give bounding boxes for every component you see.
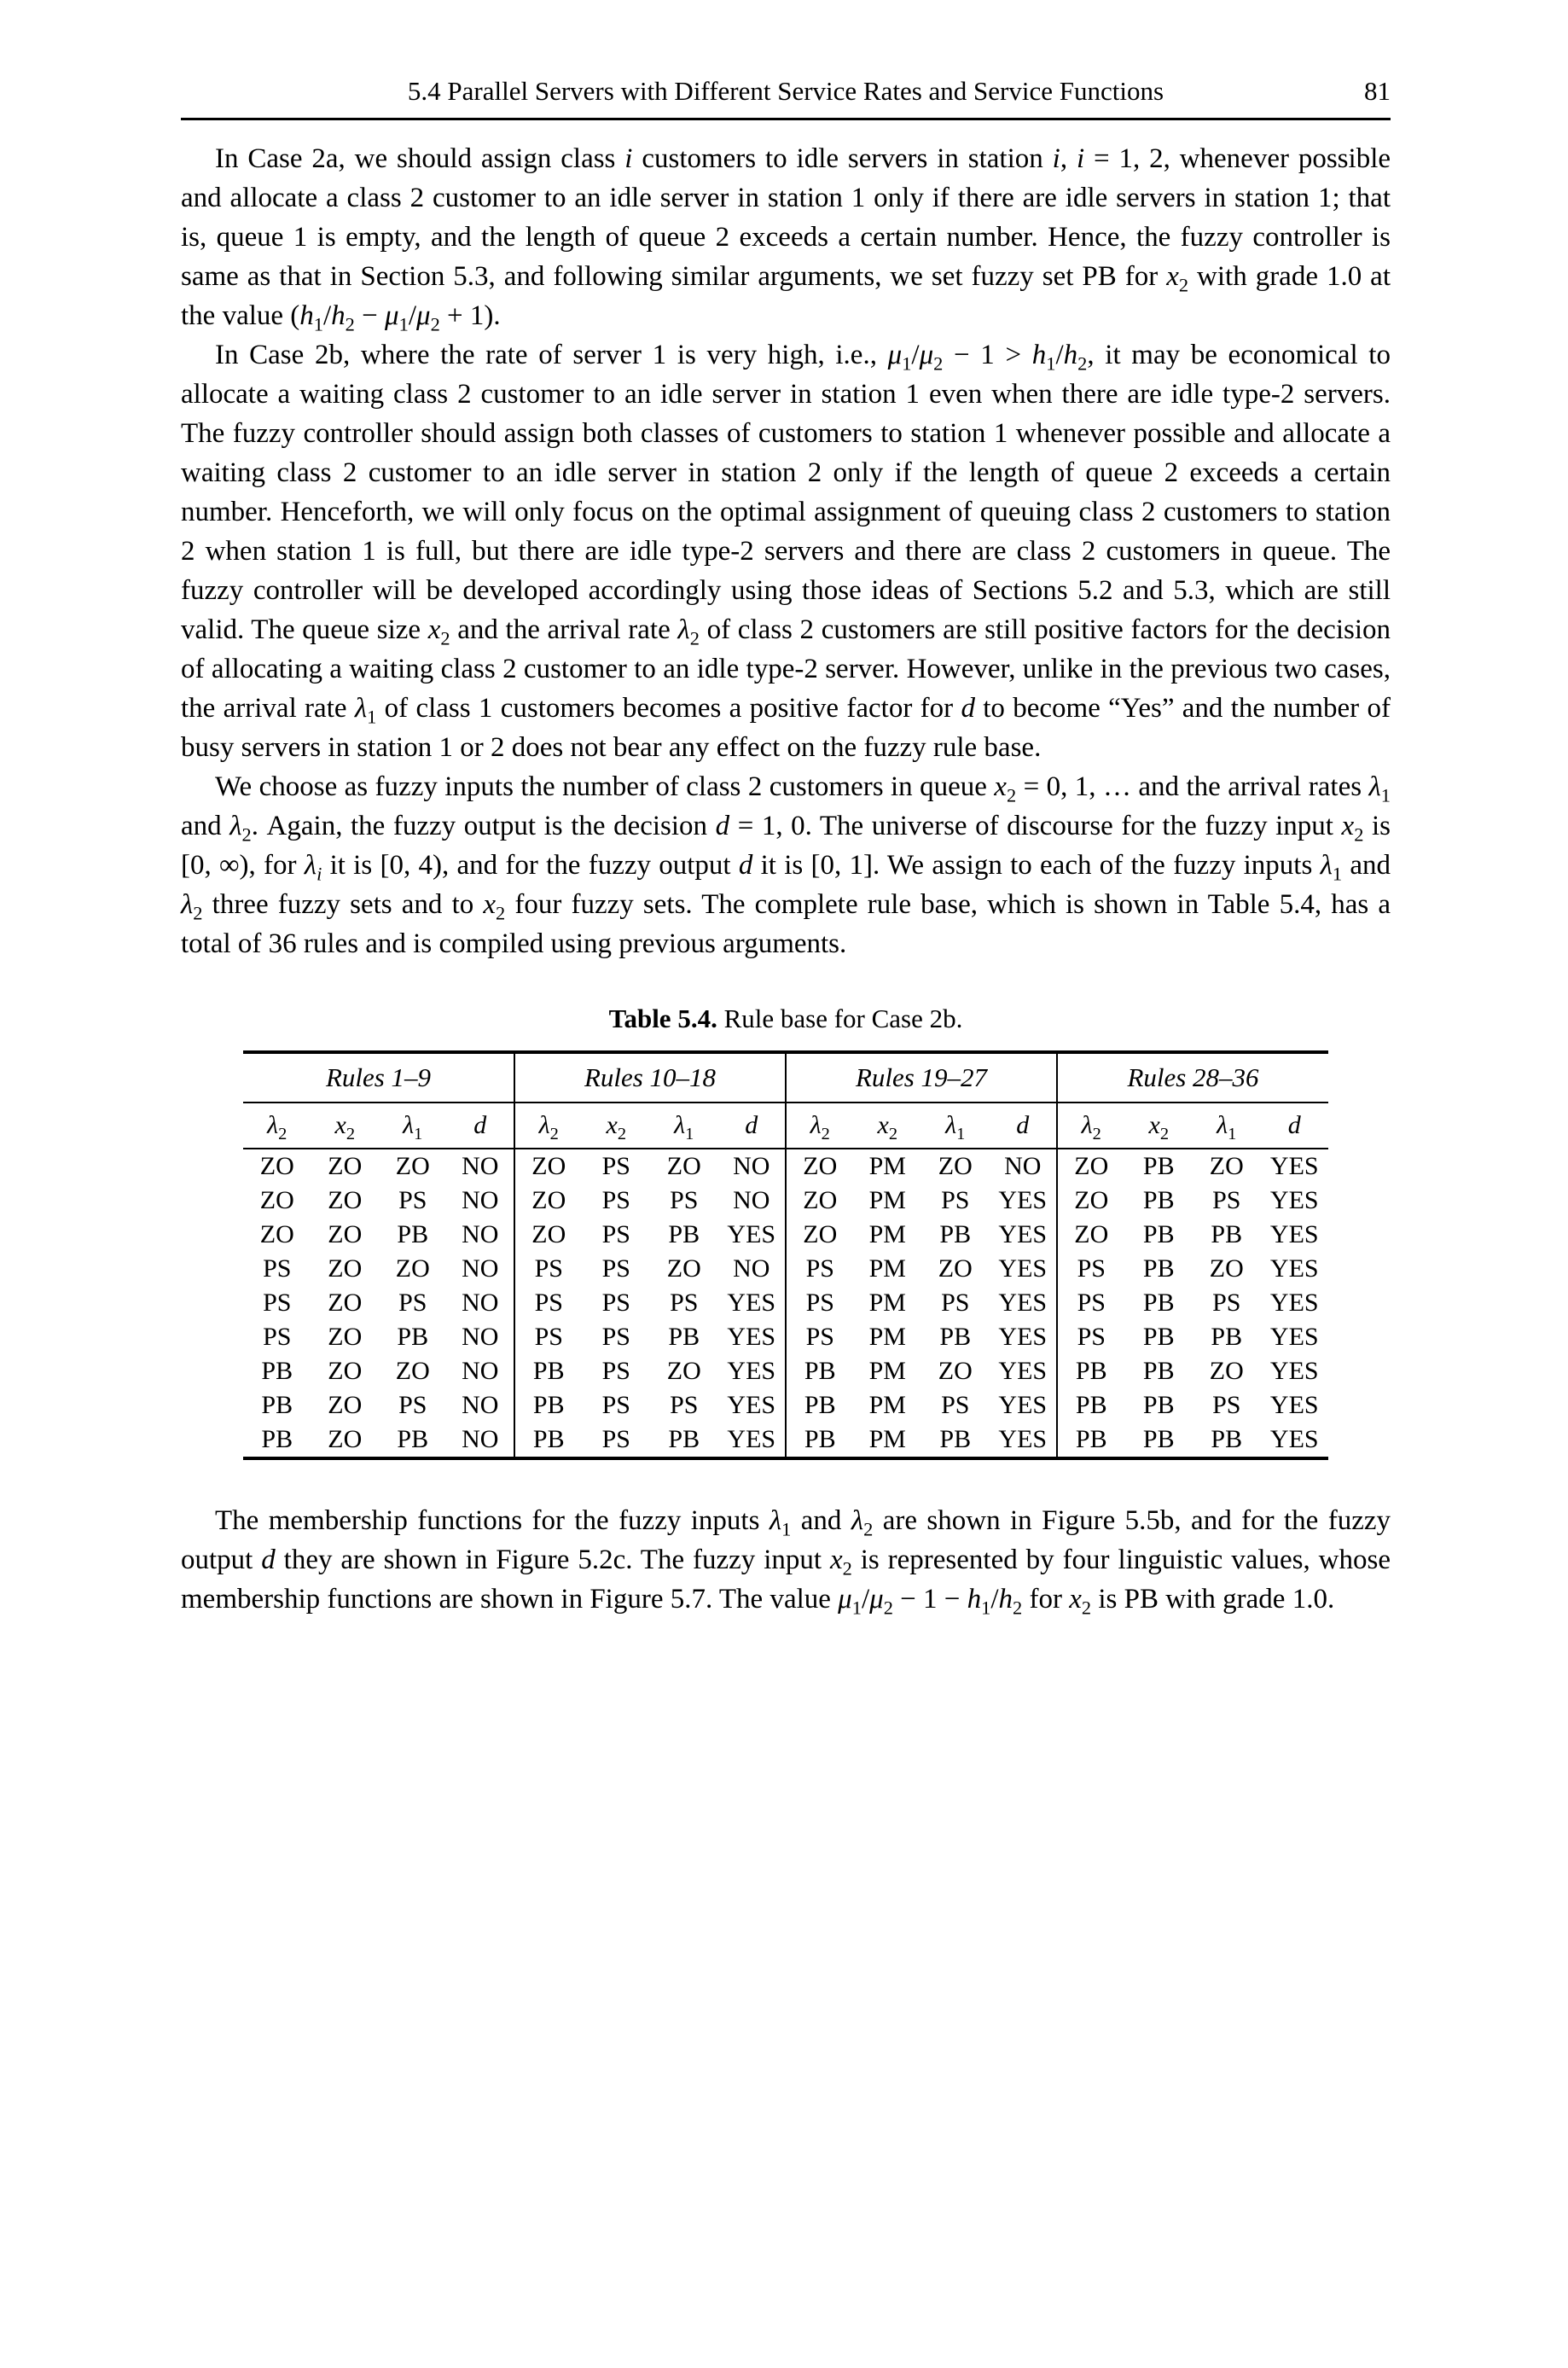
table-cell: PB: [261, 1357, 293, 1385]
table-group-header: Rules 19–27: [786, 1052, 1057, 1103]
table-row: [243, 1423, 1328, 1458]
table-cell: PB: [1142, 1391, 1175, 1419]
table-cell: PB: [1142, 1220, 1175, 1248]
table-cell: ZO: [938, 1152, 973, 1180]
table-cell: PB: [397, 1425, 429, 1453]
table-row: [243, 1354, 1328, 1388]
table-cell: YES: [1269, 1323, 1319, 1351]
table-cell: YES: [1269, 1289, 1319, 1317]
table-group-header-row: [243, 1052, 1328, 1103]
table-cell: PS: [601, 1357, 630, 1385]
table-group-header: Rules 1–9: [243, 1052, 514, 1103]
table-cell: PB: [1142, 1186, 1175, 1214]
table-cell: PB: [668, 1425, 700, 1453]
table-cell: YES: [727, 1357, 776, 1385]
table-cell: ZO: [328, 1152, 363, 1180]
table-cell: PS: [601, 1425, 630, 1453]
table-cell: PS: [514, 1286, 583, 1320]
table-column-header: $x_2$: [311, 1103, 380, 1149]
table-cell: NO: [1004, 1152, 1042, 1180]
table-cell: ZO: [514, 1149, 583, 1184]
table-cell: PB: [939, 1220, 972, 1248]
table-cell: ZO: [666, 1152, 701, 1180]
table-column-header-row: [243, 1103, 1328, 1149]
table-cell: NO: [462, 1152, 499, 1180]
table-column-header: $x_2$: [583, 1103, 651, 1149]
running-header-title: 5.4 Parallel Servers with Different Service Rates and Service Functions: [407, 76, 1164, 106]
table-cell: PM: [868, 1220, 906, 1248]
table-cell: ZO: [259, 1220, 294, 1248]
table-cell: PS: [601, 1323, 630, 1351]
table-cell: PS: [601, 1220, 630, 1248]
table-cell: PM: [868, 1152, 906, 1180]
table-cell: PM: [868, 1391, 906, 1419]
paragraph-fuzzy-inputs: We choose as fuzzy inputs the number of class 2 customers in queue $x_2 = 0$, 1, … and the arrival rates $\lambda_1$ and $\lambda_2$. Again, the fuzzy output is the decision d = 1, 0. The universe of discourse for the fuzzy input $x_2$ is [0, ∞), for $\lambda_i$ it is [0, 4), and for the fuzzy output d it is [0, 1]. We assign to each of the fuzzy inputs $\lambda_1$ and $\lambda_2$ three fuzzy sets and to $x_2$ four fuzzy sets. The complete rule base, which is shown in Table 5.4, has a total of 36 rules and is compiled using previous arguments.: [181, 771, 1391, 959]
table-cell: PM: [868, 1425, 906, 1453]
table-cell: PB: [1142, 1254, 1175, 1283]
table-cell: PB: [261, 1391, 293, 1419]
table-cell: PS: [941, 1391, 970, 1419]
table-cell: ZO: [1057, 1218, 1125, 1252]
table-column-header: $\lambda_2$: [243, 1103, 311, 1149]
table-cell: YES: [727, 1289, 776, 1317]
table-row: [243, 1149, 1328, 1184]
paragraph-membership-functions: The membership functions for the fuzzy inputs $\lambda_1$ and $\lambda_2$ are shown in Figure 5.5b, and for the fuzzy output d they are shown in Figure 5.2c. The fuzzy input $x_2$ is represented by four linguistic values, whose membership functions are shown in Figure 5.7. The value $\mu_1/\mu_2 - 1 - h_1/h_2$ for $x_2$ is PB with grade 1.0.: [181, 1505, 1391, 1619]
table-cell: PB: [1211, 1220, 1243, 1248]
table-column-header: d: [718, 1103, 787, 1149]
table-row: [243, 1320, 1328, 1354]
table-cell: PB: [939, 1323, 972, 1351]
table-cell: YES: [1269, 1357, 1319, 1385]
table-cell: ZO: [938, 1254, 973, 1283]
table-cell: PS: [670, 1186, 699, 1214]
table-column-header: d: [447, 1103, 515, 1149]
table-cell: PB: [786, 1388, 854, 1423]
table-cell: ZO: [259, 1186, 294, 1214]
table-cell: PB: [668, 1220, 700, 1248]
table-cell: ZO: [328, 1391, 363, 1419]
table-cell: PS: [1212, 1186, 1241, 1214]
page-number: 81: [1364, 76, 1391, 106]
table-cell: PS: [1212, 1391, 1241, 1419]
table-cell: YES: [998, 1186, 1048, 1214]
table-column-header: $x_2$: [1125, 1103, 1193, 1149]
table-cell: PS: [1212, 1289, 1241, 1317]
table-cell: PS: [601, 1152, 630, 1180]
table-cell: PS: [786, 1320, 854, 1354]
table-column-header: $\lambda_2$: [514, 1103, 583, 1149]
table-cell: YES: [727, 1391, 776, 1419]
table-cell: ZO: [1057, 1184, 1125, 1218]
table-cell: YES: [1269, 1425, 1319, 1453]
table-row: [243, 1252, 1328, 1286]
table-cell: PB: [1057, 1354, 1125, 1388]
table-cell: YES: [1269, 1186, 1319, 1214]
table-group-header: Rules 28–36: [1057, 1052, 1328, 1103]
table-cell: YES: [998, 1425, 1048, 1453]
table-cell: PB: [1142, 1323, 1175, 1351]
table-cell: PS: [1057, 1320, 1125, 1354]
table-column-header: $\lambda_2$: [1057, 1103, 1125, 1149]
table-cell: PS: [786, 1252, 854, 1286]
table-cell: ZO: [938, 1357, 973, 1385]
table-cell: PS: [941, 1186, 970, 1214]
table-cell: NO: [462, 1357, 499, 1385]
table-group-header: Rules 10–18: [514, 1052, 786, 1103]
table-cell: PB: [397, 1220, 429, 1248]
table-cell: NO: [733, 1186, 770, 1214]
table-cell: ZO: [1209, 1152, 1244, 1180]
table-cell: ZO: [514, 1184, 583, 1218]
table-cell: ZO: [666, 1357, 701, 1385]
table-cell: YES: [998, 1289, 1048, 1317]
table-cell: NO: [462, 1323, 499, 1351]
table-cell: PB: [786, 1423, 854, 1458]
table-cell: PM: [868, 1357, 906, 1385]
table-column-header: d: [1261, 1103, 1329, 1149]
table-cell: ZO: [328, 1186, 363, 1214]
table-cell: PS: [670, 1391, 699, 1419]
table-row: [243, 1388, 1328, 1423]
table-cell: PS: [263, 1254, 292, 1283]
table-cell: PB: [1142, 1152, 1175, 1180]
table-cell: ZO: [259, 1152, 294, 1180]
table-cell: PB: [1057, 1388, 1125, 1423]
table-column-header: $\lambda_1$: [379, 1103, 447, 1149]
table-cell: PB: [786, 1354, 854, 1388]
table-cell: ZO: [786, 1149, 854, 1184]
table-caption-label: Table 5.4.: [608, 1004, 717, 1033]
table-cell: YES: [727, 1323, 776, 1351]
table-cell: ZO: [1057, 1149, 1125, 1184]
table-cell: YES: [1269, 1391, 1319, 1419]
table-cell: ZO: [1209, 1357, 1244, 1385]
table-cell: PB: [1211, 1425, 1243, 1453]
table-cell: PM: [868, 1323, 906, 1351]
table-cell: ZO: [328, 1289, 363, 1317]
table-cell: YES: [1269, 1220, 1319, 1248]
table-cell: ZO: [395, 1357, 430, 1385]
table-caption-text: Rule base for Case 2b.: [717, 1004, 963, 1033]
table-cell: PS: [601, 1289, 630, 1317]
table-cell: PS: [1057, 1252, 1125, 1286]
table-cell: PM: [868, 1186, 906, 1214]
table-cell: PB: [1142, 1357, 1175, 1385]
table-cell: ZO: [328, 1425, 363, 1453]
table-column-header: $\lambda_2$: [786, 1103, 854, 1149]
table-cell: YES: [727, 1425, 776, 1453]
table-cell: PS: [1057, 1286, 1125, 1320]
table-cell: PB: [1142, 1289, 1175, 1317]
table-cell: ZO: [328, 1357, 363, 1385]
table-row: [243, 1286, 1328, 1320]
table-column-header: $x_2$: [854, 1103, 922, 1149]
table-cell: YES: [998, 1323, 1048, 1351]
table-row: [243, 1184, 1328, 1218]
table-cell: PS: [514, 1320, 583, 1354]
running-header: [181, 75, 1391, 108]
table-cell: PS: [941, 1289, 970, 1317]
table-cell: PB: [261, 1425, 293, 1453]
table-cell: PB: [1211, 1323, 1243, 1351]
table-cell: PS: [601, 1186, 630, 1214]
table-cell: PS: [398, 1391, 427, 1419]
rules-table-body: [243, 1149, 1328, 1458]
table-cell: NO: [733, 1152, 770, 1180]
table-cell: NO: [462, 1220, 499, 1248]
rules-table-head: [243, 1052, 1328, 1149]
table-cell: ZO: [328, 1220, 363, 1248]
table-cell: PS: [398, 1186, 427, 1214]
table-column-header: $\lambda_1$: [650, 1103, 718, 1149]
table-cell: ZO: [666, 1254, 701, 1283]
table-cell: YES: [998, 1254, 1048, 1283]
rules-table: [243, 1050, 1328, 1460]
table-cell: ZO: [1209, 1254, 1244, 1283]
table-cell: NO: [462, 1289, 499, 1317]
table-cell: YES: [998, 1357, 1048, 1385]
table-cell: PS: [601, 1254, 630, 1283]
table-cell: ZO: [395, 1254, 430, 1283]
table-cell: PB: [514, 1423, 583, 1458]
table-cell: PB: [514, 1354, 583, 1388]
table-cell: ZO: [786, 1218, 854, 1252]
table-column-header: $\lambda_1$: [921, 1103, 990, 1149]
table-cell: PB: [1142, 1425, 1175, 1453]
table-cell: YES: [998, 1220, 1048, 1248]
table-cell: ZO: [328, 1254, 363, 1283]
table-cell: PS: [514, 1252, 583, 1286]
table-cell: PB: [1057, 1423, 1125, 1458]
table-cell: PB: [514, 1388, 583, 1423]
table-cell: ZO: [395, 1152, 430, 1180]
table-cell: PM: [868, 1289, 906, 1317]
table-column-header: $\lambda_1$: [1193, 1103, 1261, 1149]
table-caption: [181, 999, 1391, 1039]
table-cell: PS: [601, 1391, 630, 1419]
table-cell: NO: [462, 1425, 499, 1453]
paragraph-case-2b: In Case 2b, where the rate of server 1 is very high, i.e., $\mu_1/\mu_2 - 1 > h_1/h_2$, it may be economical to allocate a waiting class 2 customer to an idle server in station 1 even when there are idle type-2 servers. The fuzzy controller should assign both classes of customers to station 1 whenever possible and allocate a waiting class 2 customer to an idle server in station 2 only if the length of queue 2 exceeds a certain number. Henceforth, we will only focus on the optimal assignment of queuing class 2 customers to station 2 when station 1 is full, but there are idle type-2 servers and there are class 2 customers in queue. The fuzzy controller will be developed accordingly using those ideas of Sections 5.2 and 5.3, which are still valid. The queue size $x_2$ and the arrival rate $\lambda_2$ of class 2 customers are still positive factors for the decision of allocating a waiting class 2 customer to an idle type-2 server. However, unlike in the previous two cases, the arrival rate $\lambda_1$ of class 1 customers becomes a positive factor for d to become “Yes” and the number of busy servers in station 1 or 2 does not bear any effect on the fuzzy rule base.: [181, 340, 1391, 763]
table-cell: NO: [462, 1186, 499, 1214]
table-cell: PS: [786, 1286, 854, 1320]
table-cell: PS: [398, 1289, 427, 1317]
table-cell: ZO: [786, 1184, 854, 1218]
paragraph-case-2a: In Case 2a, we should assign class i customers to idle servers in station i, i = 1, 2, whenever possible and allocate a class 2 customer to an idle server in station 1 only if there are idle servers in station 1; that is, queue 1 is empty, and the length of queue 2 exceeds a certain number. Hence, the fuzzy controller is same as that in Section 5.3, and following similar arguments, we set fuzzy set PB for $x_2$ with grade 1.0 at the value $(h_1/h_2 - \mu_1/\mu_2 + 1)$.: [181, 143, 1391, 335]
table-cell: NO: [462, 1254, 499, 1283]
table-column-header: d: [990, 1103, 1058, 1149]
table-cell: ZO: [328, 1323, 363, 1351]
header-rule: [181, 118, 1391, 120]
table-cell: NO: [462, 1391, 499, 1419]
table-cell: YES: [998, 1391, 1048, 1419]
table-cell: YES: [1269, 1152, 1319, 1180]
table-cell: NO: [733, 1254, 770, 1283]
table-cell: ZO: [514, 1218, 583, 1252]
table-cell: PS: [670, 1289, 699, 1317]
table-row: [243, 1218, 1328, 1252]
table-cell: PB: [668, 1323, 700, 1351]
table-cell: PB: [397, 1323, 429, 1351]
table-cell: PS: [263, 1289, 292, 1317]
table-cell: PB: [939, 1425, 972, 1453]
table-cell: YES: [727, 1220, 776, 1248]
page-body: [181, 139, 1391, 1619]
table-cell: PS: [263, 1323, 292, 1351]
table-cell: PM: [868, 1254, 906, 1283]
table-cell: YES: [1269, 1254, 1319, 1283]
